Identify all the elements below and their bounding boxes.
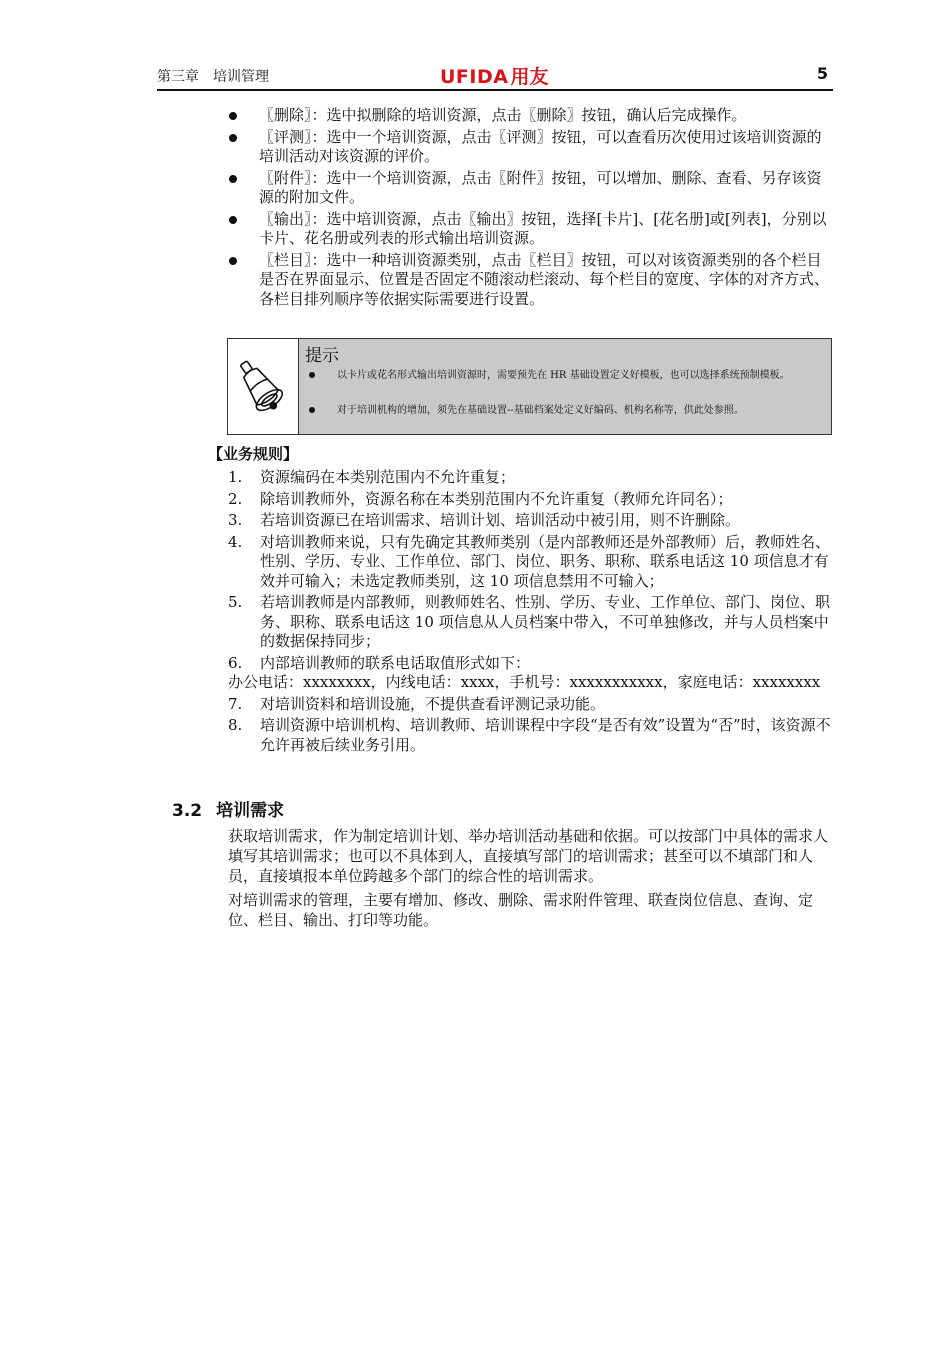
section-number: 3.2 (172, 801, 203, 821)
rule-item (228, 593, 833, 652)
bullet-icon (229, 216, 237, 224)
rule-number: 7. (228, 694, 243, 713)
bullet-icon (229, 134, 237, 142)
bullet-icon (309, 407, 315, 413)
rule-number: 3. (228, 511, 243, 529)
section-heading (172, 796, 284, 821)
bell-icon (228, 339, 298, 434)
tip-item (309, 367, 814, 384)
list-item (229, 106, 834, 126)
chapter-title: 第三章 培训管理 (157, 69, 269, 85)
rule-number: 5. (228, 593, 243, 611)
page-header (157, 62, 832, 90)
rule-text: 资源编码在本类别范围内不允许重复； (260, 468, 516, 486)
bullet-icon (229, 257, 237, 265)
rule-text: 培训资源中培训机构、培训教师、培训课程中字段“是否有效”设置为“否”时，该资源不允许再被后续业务引用。 (260, 716, 831, 754)
business-rules-heading: 【业务规则】 (208, 445, 299, 463)
rule-item (228, 716, 833, 755)
rule-item (228, 533, 833, 592)
page-number: 5 (816, 64, 828, 83)
tip-title: 提示 (305, 346, 339, 366)
rule-item (228, 468, 833, 488)
section-paragraph: 对培训需求的管理，主要有增加、修改、删除、需求附件管理、联查岗位信息、查询、定位、栏目、输出、打印等功能。 (228, 891, 814, 929)
business-rules-list (228, 468, 833, 757)
list-item-text: 〖栏目〗：选中一种培训资源类别，点击〖栏目〗按钮，可以对该资源类别的各个栏目是否在界面显示、位置是否固定不随滚动栏滚动、每个栏目的宽度、字体的对齐方式、各栏目排列顺序等依据实际需要进行设置。 (259, 250, 830, 308)
rule-number: 6. (228, 653, 243, 672)
ufida-logo (440, 62, 548, 89)
bullet-icon (309, 372, 315, 378)
rule-text: 若培训资源已在培训需求、培训计划、培训活动中被引用，则不许删除。 (260, 511, 741, 529)
rule-text: 对培训教师来说，只有先确定其教师类别（是内部教师还是外部教师）后，教师姓名、性别、学历、专业、工作单位、部门、岗位、职务、职称、联系电话这 10 项信息才有效并可输入；未选定教师类别，这 10 项信息禁用不可输入； (260, 532, 831, 590)
rule-number: 1. (228, 468, 243, 486)
section-title: 培训需求 (216, 801, 285, 821)
rule-item (228, 695, 833, 715)
list-item-text: 〖删除〗：选中拟删除的培训资源，点击〖删除〗按钮，确认后完成操作。 (259, 106, 747, 124)
tip-item (309, 402, 814, 419)
rule-number: 8. (228, 716, 243, 734)
rule-number: 4. (228, 532, 243, 551)
rule-text: 内部培训教师的联系电话取值形式如下： (260, 653, 531, 672)
rule-item (228, 490, 833, 510)
list-item-text: 〖输出〗：选中培训资源，点击〖输出〗按钮，选择[卡片]、[花名册]或[列表]，分别以卡片、花名册或列表的形式输出培训资源。 (259, 209, 827, 247)
bullet-icon (229, 175, 237, 183)
tip-body (299, 339, 831, 434)
list-item-text: 〖附件〗：选中一个培训资源，点击〖附件〗按钮，可以增加、删除、查看、另存该资源的附加文件。 (259, 168, 822, 206)
tip-item-text: 对于培训机构的增加，须先在基础设置--基础档案处定义好编码、机构名称等，供此处参照。 (337, 405, 744, 416)
list-item (229, 128, 834, 167)
rule-text: 对培训资料和培训设施，不提供查看评测记录功能。 (260, 694, 606, 713)
rule-number: 2. (228, 489, 243, 508)
bullet-icon (229, 112, 237, 120)
logo-brand: UFIDA (440, 66, 509, 88)
list-item (229, 210, 834, 249)
section-paragraph: 获取培训需求，作为制定培训计划、举办培训活动基础和依据。可以按部门中具体的需求人填写其培训需求；也可以不具体到人，直接填写部门的培训需求；甚至可以不填部门和人员，直接填报本单位跨越多个部门的综合性的培训需求。 (228, 827, 829, 885)
tip-box (227, 338, 832, 435)
header-rule (157, 89, 833, 91)
rule-text: 除培训教师外，资源名称在本类别范围内不允许重复（教师允许同名）； (260, 489, 733, 508)
list-item (229, 169, 834, 208)
tip-icon-cell (228, 339, 299, 434)
rule-item (228, 654, 833, 693)
button-description-list (229, 106, 834, 311)
list-item-text: 〖评测〗：选中一个培训资源，点击〖评测〗按钮，可以查看历次使用过该培训资源的培训活动对该资源的评价。 (259, 127, 822, 165)
phone-format-line: 办公电话：xxxxxxxx，内线电话：xxxx，手机号：xxxxxxxxxxx，家庭电话：xxxxxxxx (228, 673, 821, 691)
list-item (229, 251, 834, 310)
rule-item (228, 511, 833, 531)
rule-text: 若培训教师是内部教师，则教师姓名、性别、学历、专业、工作单位、部门、岗位、职务、职称、联系电话这 10 项信息从人员档案中带入，不可单独修改，并与人员档案中的数据保持同步； (260, 593, 831, 650)
tip-item-text: 以卡片或花名形式输出培训资源时，需要预先在 HR 基础设置定义好模板，也可以选择系统预制模板。 (337, 370, 790, 381)
logo-brand-cn: 用友 (510, 66, 549, 88)
